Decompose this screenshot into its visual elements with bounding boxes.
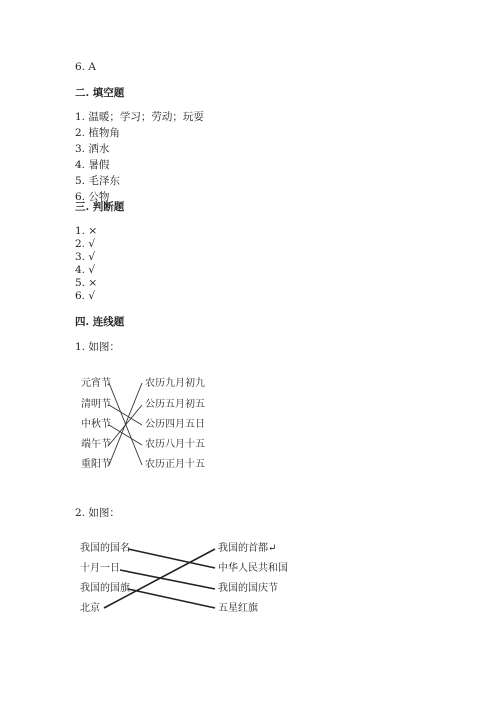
q2-left-3: 我国的国旗 xyxy=(80,583,130,594)
true-false-answer-2: 2. √ xyxy=(75,238,96,250)
q2-right-3: 我国的国庆节 xyxy=(218,583,278,594)
fill-blank-answer-1: 1. 温暖；学习；劳动；玩耍 xyxy=(75,111,204,123)
match-line-shiyue xyxy=(120,570,215,589)
q1-left-3: 中秋节 xyxy=(81,419,111,430)
q2-left-1: 我国的国名 xyxy=(80,543,130,554)
q2-right-4: 五星红旗 xyxy=(218,603,258,614)
q1-left-1: 元宵节 xyxy=(81,378,111,389)
q1-right-5: 农历正月十五 xyxy=(145,459,205,470)
section-heading-matching: 四. 连线题 xyxy=(75,316,125,328)
q2-right-1: 我国的首都↵ xyxy=(218,543,277,554)
fill-blank-answer-2: 2. 植物角 xyxy=(75,127,120,139)
true-false-answer-3: 3. √ xyxy=(75,251,96,263)
match-line-beijing xyxy=(104,549,215,608)
fill-blank-answer-6: 6. 公物 xyxy=(75,191,110,203)
q1-right-1: 农历九月初九 xyxy=(145,378,205,389)
q2-left-2: 十月一日 xyxy=(80,563,120,574)
answer-6: 6. A xyxy=(75,61,96,73)
matching-q1-label: 1. 如图： xyxy=(75,341,120,353)
fill-blank-answer-4: 4. 暑假 xyxy=(75,159,110,171)
matching-q2-label: 2. 如图： xyxy=(75,507,120,519)
q1-right-3: 公历四月五日 xyxy=(145,419,205,430)
true-false-answer-1: 1. × xyxy=(75,225,98,237)
fill-blank-answer-3: 3. 洒水 xyxy=(75,143,110,155)
match-line-guoqi xyxy=(128,589,215,608)
true-false-answer-5: 5. × xyxy=(75,277,98,289)
q1-left-5: 重阳节 xyxy=(81,459,111,470)
true-false-answer-4: 4. √ xyxy=(75,264,96,276)
section-heading-fill-blank: 二. 填空题 xyxy=(75,87,125,99)
q1-right-2: 公历五月初五 xyxy=(145,399,205,410)
q2-right-2: 中华人民共和国 xyxy=(218,563,288,574)
q1-left-4: 端午节 xyxy=(81,439,111,450)
q2-left-4: 北京 xyxy=(80,603,100,614)
section-heading-true-false: 三. 判断题 xyxy=(75,201,125,213)
true-false-answer-6: 6. √ xyxy=(75,290,96,302)
fill-blank-answer-5: 5. 毛泽东 xyxy=(75,175,120,187)
q1-left-2: 清明节 xyxy=(81,399,111,410)
q1-right-4: 农历八月十五 xyxy=(145,439,205,450)
match-line-guoming xyxy=(128,549,215,568)
